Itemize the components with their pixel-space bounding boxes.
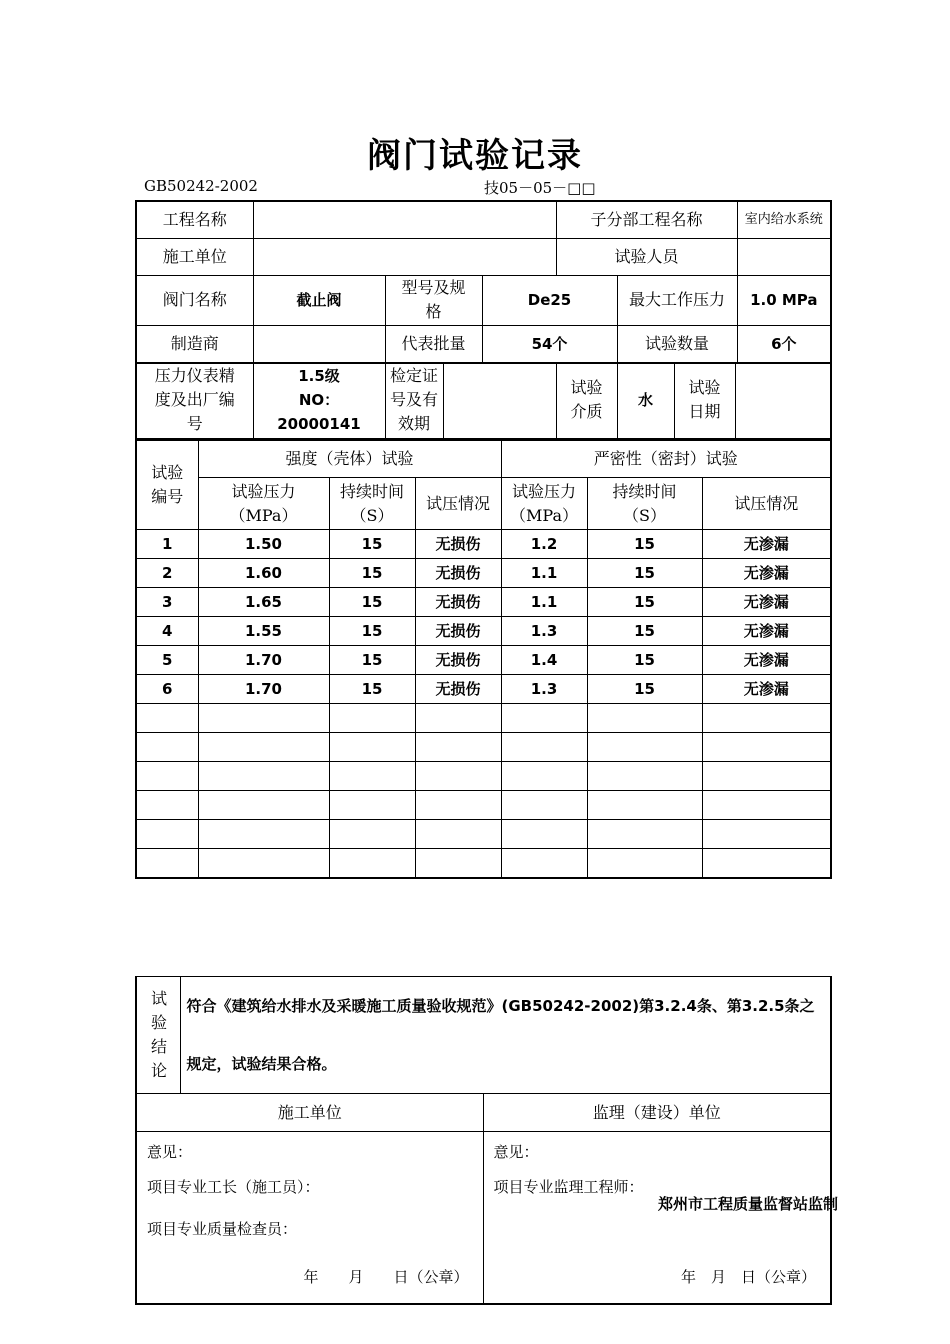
medium-field[interactable]: 水 <box>617 363 674 439</box>
table-row <box>136 675 831 704</box>
strength-pressure-cell[interactable] <box>198 820 329 849</box>
supervisor-sign-header: 监理（建设）单位 <box>483 1094 831 1132</box>
strength-duration-cell[interactable]: 15 <box>329 588 415 617</box>
strength-duration-cell[interactable]: 15 <box>329 646 415 675</box>
quality-inspector-label: 项目专业质量检查员： <box>147 1220 298 1238</box>
contractor-opinion: 意见： <box>147 1143 193 1161</box>
seal-pressure-cell[interactable] <box>501 762 587 791</box>
seal-pressure-cell[interactable] <box>501 820 587 849</box>
supervisor-sign-area[interactable] <box>483 1132 831 1304</box>
conclusion-label: 试验结论 <box>136 977 180 1094</box>
strength-duration-cell[interactable]: 15 <box>329 617 415 646</box>
seal-duration-cell[interactable] <box>587 849 702 878</box>
info-table <box>135 200 832 364</box>
seal-duration-cell[interactable]: 15 <box>587 559 702 588</box>
strength-result-cell[interactable]: 无损伤 <box>415 588 501 617</box>
seal-pressure-cell[interactable]: 1.3 <box>501 675 587 704</box>
seal-duration-cell[interactable]: 15 <box>587 675 702 704</box>
gauge-label: 压力仪表精度及出厂编号 <box>136 363 253 439</box>
seal-pressure-cell[interactable] <box>501 704 587 733</box>
seal-pressure-cell[interactable]: 1.3 <box>501 617 587 646</box>
seal-result-cell[interactable]: 无渗漏 <box>702 675 831 704</box>
strength-pressure-cell[interactable]: 1.60 <box>198 559 329 588</box>
strength-result-cell[interactable] <box>415 820 501 849</box>
contractor-date: 年 月 日（公章） <box>303 1267 469 1286</box>
project-name-field[interactable] <box>253 201 556 238</box>
seal-duration-cell[interactable]: 15 <box>587 588 702 617</box>
footer-issuer: 郑州市工程质量监督站监制 <box>657 1195 838 1213</box>
strength-result-cell[interactable] <box>415 849 501 878</box>
gauge-serial: 20000141 <box>277 415 361 434</box>
test-id-cell[interactable]: 6 <box>136 675 198 704</box>
supervisor-date: 年 月 日（公章） <box>681 1267 817 1286</box>
gauge-field[interactable] <box>253 363 385 439</box>
table-row <box>136 762 831 791</box>
strength-test-header: 强度（壳体）试验 <box>198 441 501 478</box>
strength-pressure-cell[interactable]: 1.70 <box>198 646 329 675</box>
strength-pressure-cell[interactable] <box>198 762 329 791</box>
contractor-sign-area[interactable] <box>136 1132 483 1304</box>
contractor-label: 施工单位 <box>136 238 253 275</box>
test-results-table <box>135 440 832 879</box>
date-field[interactable] <box>735 363 831 439</box>
strength-pressure-cell[interactable] <box>198 704 329 733</box>
seal-result-cell[interactable]: 无渗漏 <box>702 588 831 617</box>
seal-pressure-cell[interactable] <box>501 849 587 878</box>
table-row <box>136 559 831 588</box>
strength-pressure-cell[interactable] <box>198 733 329 762</box>
seal-result-header: 试压情况 <box>702 478 831 530</box>
strength-duration-cell[interactable] <box>329 762 415 791</box>
test-qty-label: 试验数量 <box>617 325 737 363</box>
strength-duration-cell[interactable] <box>329 820 415 849</box>
test-id-cell[interactable]: 2 <box>136 559 198 588</box>
sub-project-label: 子分部工程名称 <box>556 201 737 238</box>
seal-duration-header: 持续时间 （S） <box>587 478 702 530</box>
test-id-cell[interactable]: 4 <box>136 617 198 646</box>
tester-field[interactable] <box>737 238 831 275</box>
table-row <box>136 704 831 733</box>
strength-result-cell[interactable]: 无损伤 <box>415 646 501 675</box>
strength-duration-cell[interactable]: 15 <box>329 675 415 704</box>
conclusion-text[interactable]: 符合《建筑给水排水及采暖施工质量验收规范》(GB50242-2002)第3.2.4条、第3.2.5条之规定，试验结果合格。 <box>180 977 831 1094</box>
strength-result-cell[interactable] <box>415 704 501 733</box>
test-id-cell[interactable] <box>136 820 198 849</box>
seal-duration-cell[interactable]: 15 <box>587 646 702 675</box>
seal-result-cell[interactable]: 无渗漏 <box>702 646 831 675</box>
strength-duration-cell[interactable] <box>329 849 415 878</box>
seal-pressure-cell[interactable]: 1.1 <box>501 559 587 588</box>
strength-pressure-cell[interactable] <box>198 791 329 820</box>
table-row <box>136 617 831 646</box>
contractor-field[interactable] <box>253 238 556 275</box>
strength-duration-cell[interactable]: 15 <box>329 559 415 588</box>
test-id-cell[interactable] <box>136 849 198 878</box>
strength-result-cell[interactable] <box>415 791 501 820</box>
seal-pressure-cell[interactable]: 1.4 <box>501 646 587 675</box>
strength-result-cell[interactable]: 无损伤 <box>415 530 501 559</box>
gauge-table <box>135 362 832 440</box>
seal-duration-cell[interactable] <box>587 762 702 791</box>
strength-duration-cell[interactable] <box>329 733 415 762</box>
seal-result-cell[interactable] <box>702 704 831 733</box>
seal-result-cell[interactable]: 无渗漏 <box>702 559 831 588</box>
model-label: 型号及规格 <box>385 275 482 325</box>
strength-duration-cell[interactable]: 15 <box>329 530 415 559</box>
test-id-cell[interactable]: 3 <box>136 588 198 617</box>
seal-pressure-cell[interactable]: 1.2 <box>501 530 587 559</box>
strength-duration-cell[interactable] <box>329 791 415 820</box>
max-pressure-label: 最大工作压力 <box>617 275 737 325</box>
form-code: 技05－05－□□ <box>484 179 596 197</box>
seal-pressure-header: 试验压力 （MPa） <box>501 478 587 530</box>
strength-result-cell[interactable]: 无损伤 <box>415 617 501 646</box>
batch-field[interactable]: 54个 <box>482 325 617 363</box>
sub-project-field[interactable]: 室内给水系统 <box>737 201 831 238</box>
supervising-engineer-label: 项目专业监理工程师： <box>493 1178 644 1196</box>
seal-result-cell[interactable] <box>702 820 831 849</box>
foreman-label: 项目专业工长（施工员）： <box>147 1178 320 1196</box>
conclusion-table <box>135 976 832 1305</box>
test-id-cell[interactable] <box>136 762 198 791</box>
seal-duration-cell[interactable]: 15 <box>587 617 702 646</box>
test-qty-field[interactable]: 6个 <box>737 325 831 363</box>
strength-duration-cell[interactable] <box>329 704 415 733</box>
manufacturer-field[interactable] <box>253 325 385 363</box>
strength-pressure-cell[interactable]: 1.65 <box>198 588 329 617</box>
manufacturer-label: 制造商 <box>136 325 253 363</box>
standard-code: GB50242-2002 <box>144 177 258 195</box>
page-title: 阀门试验记录 <box>367 136 583 176</box>
seal-result-cell[interactable]: 无渗漏 <box>702 617 831 646</box>
table-row <box>136 849 831 878</box>
test-id-cell[interactable] <box>136 733 198 762</box>
seal-pressure-cell[interactable] <box>501 791 587 820</box>
strength-result-cell[interactable] <box>415 733 501 762</box>
date-label: 试验日期 <box>674 363 735 439</box>
test-id-cell[interactable] <box>136 704 198 733</box>
seal-result-cell[interactable] <box>702 733 831 762</box>
max-pressure-field[interactable]: 1.0 MPa <box>737 275 831 325</box>
strength-pressure-cell[interactable]: 1.70 <box>198 675 329 704</box>
gauge-grade: 1.5级 <box>298 367 340 386</box>
contractor-sign-header: 施工单位 <box>136 1094 483 1132</box>
strength-pressure-cell[interactable]: 1.50 <box>198 530 329 559</box>
test-id-cell[interactable]: 5 <box>136 646 198 675</box>
seal-duration-cell[interactable] <box>587 704 702 733</box>
valve-name-label: 阀门名称 <box>136 275 253 325</box>
strength-duration-header: 持续时间 （S） <box>329 478 415 530</box>
table-row <box>136 820 831 849</box>
seal-result-cell[interactable]: 无渗漏 <box>702 530 831 559</box>
test-id-header: 试验编号 <box>136 441 198 530</box>
table-row <box>136 646 831 675</box>
seal-duration-cell[interactable]: 15 <box>587 530 702 559</box>
valve-name-field[interactable]: 截止阀 <box>253 275 385 325</box>
strength-result-header: 试压情况 <box>415 478 501 530</box>
project-name-label: 工程名称 <box>136 201 253 238</box>
seal-pressure-cell[interactable] <box>501 733 587 762</box>
batch-label: 代表批量 <box>385 325 482 363</box>
strength-result-cell[interactable]: 无损伤 <box>415 675 501 704</box>
table-row <box>136 588 831 617</box>
strength-result-cell[interactable]: 无损伤 <box>415 559 501 588</box>
seal-result-cell[interactable] <box>702 849 831 878</box>
strength-pressure-cell[interactable]: 1.55 <box>198 617 329 646</box>
test-id-cell[interactable]: 1 <box>136 530 198 559</box>
seal-duration-cell[interactable] <box>587 791 702 820</box>
table-row <box>136 733 831 762</box>
strength-pressure-header: 试验压力 （MPa） <box>198 478 329 530</box>
cert-label: 检定证号及有效期 <box>385 363 443 439</box>
strength-result-cell[interactable] <box>415 762 501 791</box>
seal-duration-cell[interactable] <box>587 733 702 762</box>
cert-field[interactable] <box>443 363 556 439</box>
table-row <box>136 530 831 559</box>
seal-test-header: 严密性（密封）试验 <box>501 441 831 478</box>
table-row <box>136 791 831 820</box>
strength-pressure-cell[interactable] <box>198 849 329 878</box>
medium-label: 试验介质 <box>556 363 617 439</box>
supervisor-opinion: 意见： <box>493 1143 539 1161</box>
seal-result-cell[interactable] <box>702 762 831 791</box>
seal-pressure-cell[interactable]: 1.1 <box>501 588 587 617</box>
gauge-no-label: NO： <box>298 391 340 410</box>
test-id-cell[interactable] <box>136 791 198 820</box>
seal-duration-cell[interactable] <box>587 820 702 849</box>
model-field[interactable]: De25 <box>482 275 617 325</box>
seal-result-cell[interactable] <box>702 791 831 820</box>
tester-label: 试验人员 <box>556 238 737 275</box>
